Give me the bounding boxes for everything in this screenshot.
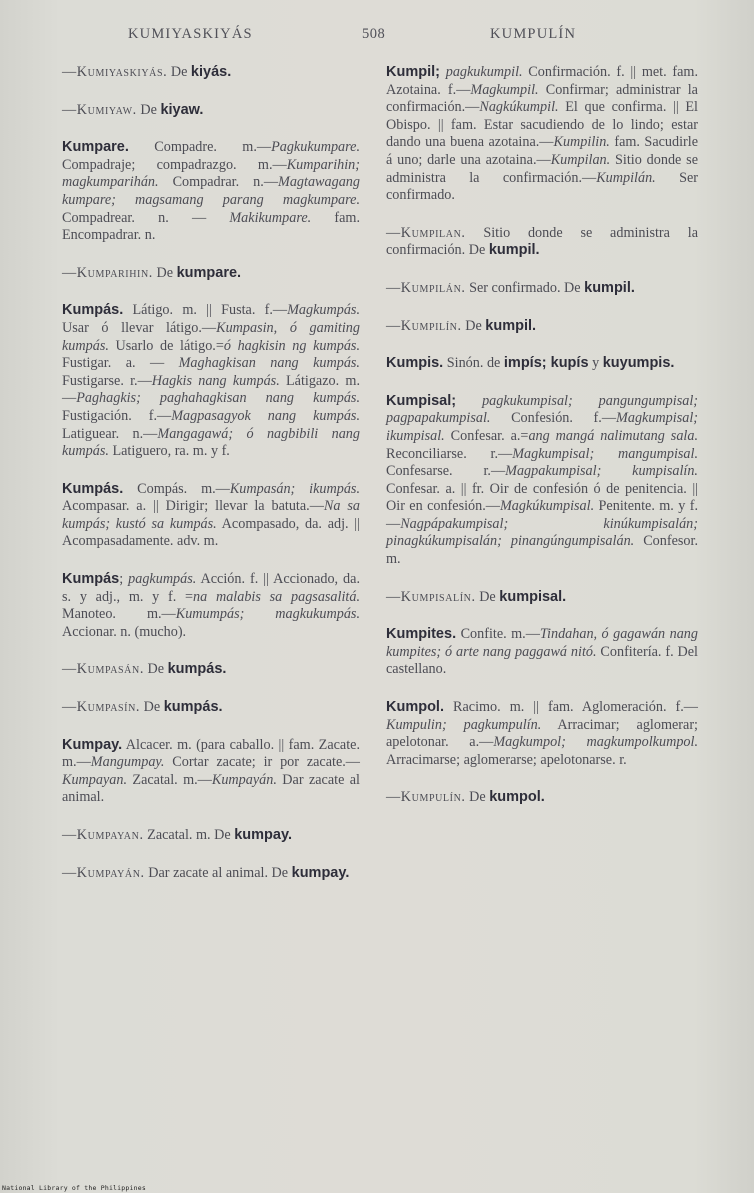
derived-headword: —Kumiyaw. bbox=[62, 101, 137, 118]
definition-text: Confesión. f.— bbox=[490, 410, 617, 427]
tagalog-phrase: Kumparihin; magkumparihán. bbox=[62, 156, 360, 191]
definition-text: fam. Sacudirle á uno; darle una azotaina.— bbox=[386, 134, 699, 168]
dictionary-entry bbox=[386, 393, 698, 569]
derived-headword: —Kumpulín. bbox=[386, 789, 466, 806]
definition-text: Acompasado, da. adj. || Acompasadamente. adv. m. bbox=[62, 515, 360, 550]
definition-text: El que confirma. || El Obispo. || fam. Estar sacudiendo de lo lindo; estar dando una buena azotaina.— bbox=[386, 99, 698, 151]
headword: Kumpil; bbox=[386, 64, 440, 80]
tagalog-phrase: ó hagkisin ng kumpás. bbox=[223, 337, 360, 354]
dictionary-entry bbox=[62, 737, 360, 807]
definition-text: De bbox=[167, 64, 191, 80]
definition-text: Confesar. a. || fr. Oir de confesión ó de penitencia. || Oir en confesión.— bbox=[386, 480, 698, 515]
derived-headword: —Kumpisalín. bbox=[386, 588, 476, 605]
dictionary-entry bbox=[62, 302, 360, 460]
definition-text: y bbox=[588, 355, 603, 372]
tagalog-phrase: Magtawagang kumpare; magsamang parang magkumpare. bbox=[62, 174, 360, 208]
definition-text: Zacatal. m.— bbox=[127, 771, 212, 788]
headword: kumpil. bbox=[485, 317, 537, 334]
definition-text: Látigazo. m.— bbox=[62, 372, 360, 407]
tagalog-phrase: Kumpilán. bbox=[596, 169, 656, 186]
tagalog-phrase: Kumpayán. bbox=[211, 771, 277, 788]
headword: kiyaw. bbox=[160, 101, 204, 118]
tagalog-phrase: Magkumpol; magkumpolkumpol. bbox=[493, 734, 698, 751]
tagalog-phrase: Makikumpare. bbox=[229, 209, 312, 226]
header-left-guide-word: KUMIYASKIYÁS bbox=[128, 26, 253, 42]
page-number: 508 bbox=[362, 26, 386, 42]
tagalog-phrase: Kumumpás; magkukumpás. bbox=[175, 606, 361, 623]
definition-text: De bbox=[140, 699, 164, 716]
definition-text: Reconciliarse. r.— bbox=[386, 445, 513, 462]
tagalog-phrase: Kumpasán; ikumpás. bbox=[229, 480, 360, 497]
definition-text: Racimo. m. || fam. Aglomeración. f.— bbox=[444, 699, 698, 716]
definition-text: Usar ó llevar látigo.— bbox=[62, 319, 217, 336]
derived-headword: —Kumpilán. bbox=[386, 279, 466, 296]
dictionary-entry bbox=[386, 318, 698, 336]
tagalog-phrase: pagkukumpisal; pangungumpisal; pagpapakumpisal. bbox=[386, 392, 698, 427]
tagalog-phrase: Paghagkis; paghahagkisan nang kumpás. bbox=[76, 390, 360, 407]
definition-text: ; bbox=[119, 571, 129, 588]
tagalog-phrase: Nagkúkumpil. bbox=[479, 99, 559, 116]
definition-text: Arracimarse; aglomerarse; apelotonarse. r. bbox=[386, 751, 627, 768]
derived-headword: —Kumpasán. bbox=[62, 661, 144, 678]
tagalog-phrase: Na sa kumpás; kustó sa kumpás. bbox=[62, 498, 360, 532]
definition-text: Arracimar; aglomerar; apelotonar. a.— bbox=[386, 716, 698, 751]
dictionary-entry bbox=[62, 139, 360, 245]
definition-text: Confesarse. r.— bbox=[386, 463, 506, 480]
definition-text: Compadraje; compadrazgo. m.— bbox=[62, 156, 287, 173]
headword: Kumpol. bbox=[386, 699, 444, 716]
header-right-guide-word: KUMPULÍN bbox=[490, 26, 577, 42]
dictionary-entry bbox=[62, 865, 360, 883]
headword: Kumpis. bbox=[386, 355, 444, 372]
tagalog-phrase: Kumpilan. bbox=[550, 151, 611, 168]
headword: Kumpás. bbox=[62, 302, 124, 319]
definition-text: Manoteo. m.— bbox=[62, 606, 176, 623]
dictionary-entry bbox=[386, 225, 698, 260]
definition-text: Alcacer. m. (para caballo. || fam. Zacate. m.— bbox=[62, 736, 360, 771]
definition-text: Dar zacate al animal. bbox=[62, 771, 361, 806]
definition-text: Confesar. a.= bbox=[444, 427, 529, 444]
derived-headword: —Kumpilan. bbox=[386, 224, 466, 241]
dictionary-entry bbox=[386, 626, 698, 679]
headword: kumpol. bbox=[489, 789, 545, 806]
definition-text: Dar zacate al animal. De bbox=[144, 864, 292, 881]
headword: Kumpay. bbox=[62, 736, 123, 753]
dictionary-entry bbox=[62, 102, 360, 120]
definition-text bbox=[456, 393, 482, 409]
tagalog-phrase: na malabis sa pagsasalitá. bbox=[193, 588, 360, 605]
definition-text: Latiguear. n.— bbox=[62, 425, 158, 442]
headword: impís; kupís bbox=[503, 355, 589, 372]
definition-text: De bbox=[136, 101, 161, 118]
definition-text: Acción. f. || Accionado, da. s. y adj., m. y f. = bbox=[62, 571, 360, 605]
headword: kumpay. bbox=[291, 864, 350, 881]
definition-text: Acompasar. a. || Dirigir; llevar la batuta.— bbox=[62, 498, 324, 515]
derived-headword: —Kumpayan. bbox=[62, 827, 144, 843]
headword: kumpil. bbox=[488, 242, 540, 259]
definition-text: De bbox=[152, 264, 177, 281]
tagalog-phrase: Magpasagyok nang kumpás. bbox=[171, 407, 360, 424]
derived-headword: —Kumiyaskiyás. bbox=[62, 64, 168, 80]
headword: Kumpás. bbox=[62, 480, 124, 497]
definition-text: Confitería. f. Del castellano. bbox=[386, 643, 698, 678]
dictionary-entry bbox=[386, 355, 698, 373]
tagalog-phrase: Magkumpisal; mangumpisal. bbox=[512, 445, 698, 462]
left-column bbox=[62, 64, 360, 902]
definition-text: Accionar. n. (mucho). bbox=[62, 623, 187, 640]
definition-text: Usarlo de látigo.= bbox=[108, 337, 224, 354]
definition-text: Fustigación. f.— bbox=[62, 407, 172, 424]
tagalog-phrase: ang mangá nalimutang sala. bbox=[528, 427, 699, 444]
tagalog-phrase: Tindahan, ó gagawán nang kumpites; ó arte nang paggawá nitó. bbox=[386, 626, 698, 660]
right-column bbox=[386, 64, 698, 827]
tagalog-phrase: Kumpilin. bbox=[553, 134, 610, 151]
dictionary-entry bbox=[386, 789, 698, 807]
definition-text: Látigo. m. || Fusta. f.— bbox=[123, 302, 288, 319]
headword: kumpás. bbox=[163, 699, 223, 716]
definition-text: Sitio donde se administra la confirmación.— bbox=[386, 151, 698, 186]
definition-text: Confite. m.— bbox=[456, 626, 540, 643]
tagalog-phrase: Kumpayan. bbox=[62, 771, 128, 788]
definition-text: Compadrear. n. — bbox=[62, 209, 230, 226]
derived-headword: —Kumpasín. bbox=[62, 699, 141, 716]
tagalog-phrase: Nagpápakumpisal; kinúkumpisalán; pinagkúkumpisalán; pinangúngumpisalán. bbox=[386, 515, 698, 550]
library-footer: National Library of the Philippines bbox=[2, 1184, 146, 1192]
tagalog-phrase: Mangagawá; ó nagbibili nang kumpás. bbox=[62, 425, 360, 460]
dictionary-entry bbox=[386, 589, 698, 607]
dictionary-entry bbox=[62, 265, 360, 283]
definition-text: Confirmar; administrar la confirmación.— bbox=[386, 81, 698, 116]
dictionary-entry bbox=[386, 64, 698, 205]
headword: kiyás. bbox=[190, 64, 232, 80]
definition-text: Zacatal. m. De bbox=[143, 827, 235, 843]
derived-headword: —Kumpayán. bbox=[62, 864, 145, 881]
derived-headword: —Kumpilín. bbox=[386, 317, 462, 334]
definition-text: Ser confirmado. bbox=[386, 169, 699, 204]
tagalog-phrase: Magkúkumpisal. bbox=[499, 498, 595, 515]
tagalog-phrase: Kumpasin, ó gamiting kumpás. bbox=[62, 319, 360, 354]
definition-text: Latiguero, ra. m. y f. bbox=[108, 443, 230, 460]
tagalog-phrase: Magkumpil. bbox=[470, 81, 539, 98]
tagalog-phrase: Pagkukumpare. bbox=[271, 139, 360, 156]
definition-text: Cortar zacate; ir por zacate.— bbox=[164, 754, 360, 771]
definition-text: Confirmación. f. || met. fam. Azotaina. f.— bbox=[386, 64, 698, 98]
definition-text: Fustigar. a. — bbox=[62, 355, 179, 372]
tagalog-phrase: Kumpulin; pagkumpulín. bbox=[386, 716, 542, 733]
dictionary-entry bbox=[62, 64, 360, 82]
definition-text: Sitio donde se administra la confirmación. De bbox=[386, 224, 698, 259]
running-header bbox=[0, 26, 754, 48]
tagalog-phrase: pagkumpás. bbox=[128, 571, 197, 588]
dictionary-entry bbox=[62, 827, 360, 845]
tagalog-phrase: Magpakumpisal; kumpisalín. bbox=[505, 463, 698, 480]
derived-headword: —Kumparihin. bbox=[62, 264, 153, 281]
dictionary-entry bbox=[386, 280, 698, 298]
dictionary-entry bbox=[62, 481, 360, 551]
headword: Kumpare. bbox=[62, 139, 129, 156]
headword: kumpil. bbox=[584, 279, 635, 296]
tagalog-phrase: Maghagkisan nang kumpás. bbox=[178, 355, 360, 372]
headword: kumpisal. bbox=[499, 588, 567, 605]
headword: kuyumpis. bbox=[602, 355, 675, 372]
definition-text: fam. Encompadrar. n. bbox=[62, 209, 361, 244]
tagalog-phrase: Mangumpay. bbox=[90, 754, 165, 771]
headword: kumpare. bbox=[176, 264, 242, 281]
definition-text: Sinón. de bbox=[443, 355, 504, 372]
headword: Kumpás bbox=[62, 571, 120, 588]
tagalog-phrase: Magkumpás. bbox=[287, 302, 360, 319]
headword: kumpás. bbox=[167, 661, 227, 678]
definition-text: Compadrar. n.— bbox=[158, 174, 279, 191]
definition-text: De bbox=[461, 317, 486, 334]
definition-text: Compadre. m.— bbox=[128, 139, 272, 156]
dictionary-entry bbox=[62, 699, 360, 717]
tagalog-phrase: pagkukumpil. bbox=[445, 64, 523, 80]
headword: Kumpites. bbox=[386, 626, 457, 643]
tagalog-phrase: Hagkis nang kumpás. bbox=[151, 372, 280, 389]
definition-text: De bbox=[143, 661, 168, 678]
definition-text: De bbox=[465, 789, 490, 806]
definition-text: Compás. m.— bbox=[123, 480, 230, 497]
dictionary-entry bbox=[62, 571, 360, 641]
definition-text: Ser confirmado. De bbox=[465, 279, 585, 296]
definition-text: Fustigarse. r.— bbox=[62, 372, 152, 389]
tagalog-phrase: Magkumpisal; ikumpisal. bbox=[386, 410, 698, 444]
definition-text: De bbox=[475, 588, 500, 605]
definition-text: Penitente. m. y f.— bbox=[386, 498, 698, 532]
headword: kumpay. bbox=[234, 827, 292, 843]
dictionary-entry bbox=[62, 661, 360, 679]
definition-text: Confesor. m. bbox=[386, 533, 698, 568]
headword: Kumpisal; bbox=[386, 392, 457, 409]
dictionary-entry bbox=[386, 699, 698, 769]
